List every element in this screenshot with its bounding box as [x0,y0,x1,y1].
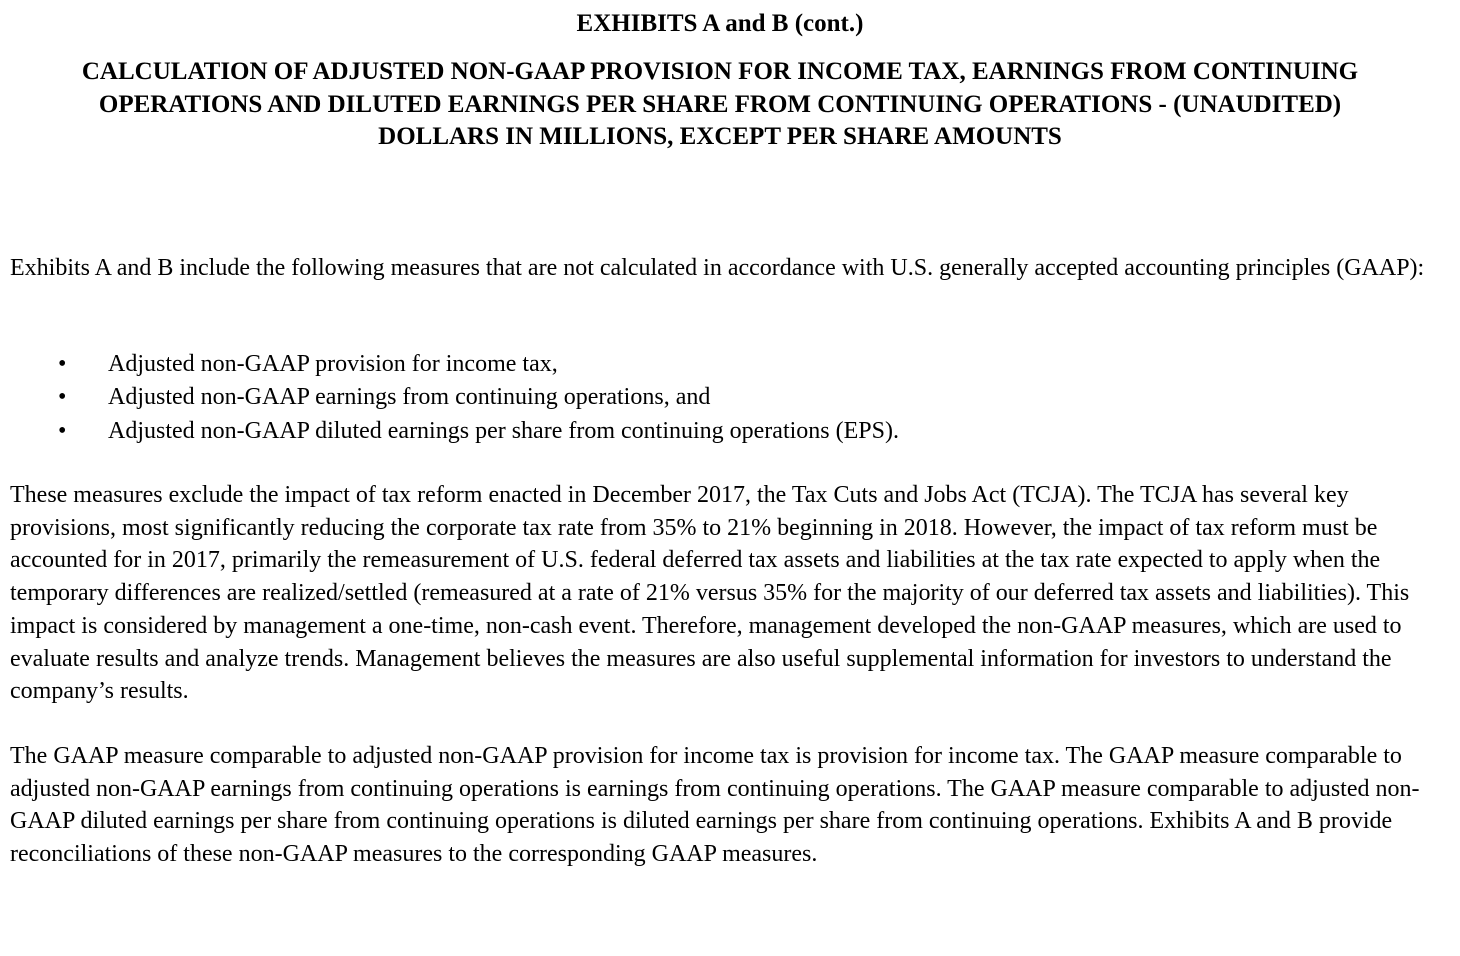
gaap-comparison-paragraph: The GAAP measure comparable to adjusted non-GAAP provision for income tax is provision for income tax. The GAAP measure comparable to adjusted non-GAAP earnings from continuing operations is earnings from continuing operations. The GAAP measure comparable to adjusted non-GAAP diluted earnings per share from continuing operations is diluted earnings per share from continuing operations. Exhibits A and B provide reconciliations of these non-GAAP measures to the corresponding GAAP measures. [10,743,1420,868]
heading-line: OPERATIONS AND DILUTED EARNINGS PER SHARE FROM CONTINUING OPERATIONS - (UNAUDITED) [98,90,1342,118]
bullet-icon: • [58,351,67,377]
heading-line: CALCULATION OF ADJUSTED NON-GAAP PROVISION FOR INCOME TAX, EARNINGS FROM CONTINUING [81,58,1359,85]
list-item-text: Adjusted non-GAAP earnings from continuing operations, and [108,384,711,411]
heading-line: DOLLARS IN MILLIONS, EXCEPT PER SHARE AMOUNTS [378,123,1062,150]
exhibit-title: EXHIBITS A and B (cont.) [576,10,864,37]
tax-reform-paragraph: These measures exclude the impact of tax reform enacted in December 2017, the Tax Cuts and Jobs Act (TCJA). The TCJA has several key provisions, most significantly reducing the corporate tax rate from 35% to 21% beginning in 2018. However, the impact of tax reform must be accounted for in 2017, primarily the remeasurement of U.S. federal deferred tax assets and liabilities at the tax rate expected to apply when the temporary differences are realized/settled (remeasured at a rate of 21% versus 35% for the majority of our deferred tax assets and liabilities). This impact is considered by management a one-time, non-cash event. Therefore, management developed the non-GAAP measures, which are used to evaluate results and analyze trends. Management believes the measures are also useful supplemental information for investors to understand the company’s results. [10,482,1410,705]
list-item-text: Adjusted non-GAAP provision for income tax, [108,351,558,377]
intro-paragraph: Exhibits A and B include the following measures that are not calculated in accordance with U.S. generally accepted accounting principles (GAAP): [10,255,1425,281]
document-heading [0,56,1440,154]
list-item [0,381,1440,414]
list-item-text: Adjusted non-GAAP diluted earnings per share from continuing operations (EPS). [108,417,899,444]
bullet-icon: • [58,384,67,411]
bullet-icon: • [58,417,67,444]
list-item [0,415,1440,448]
measures-bullet-list [0,348,1440,448]
list-item [0,348,1440,381]
